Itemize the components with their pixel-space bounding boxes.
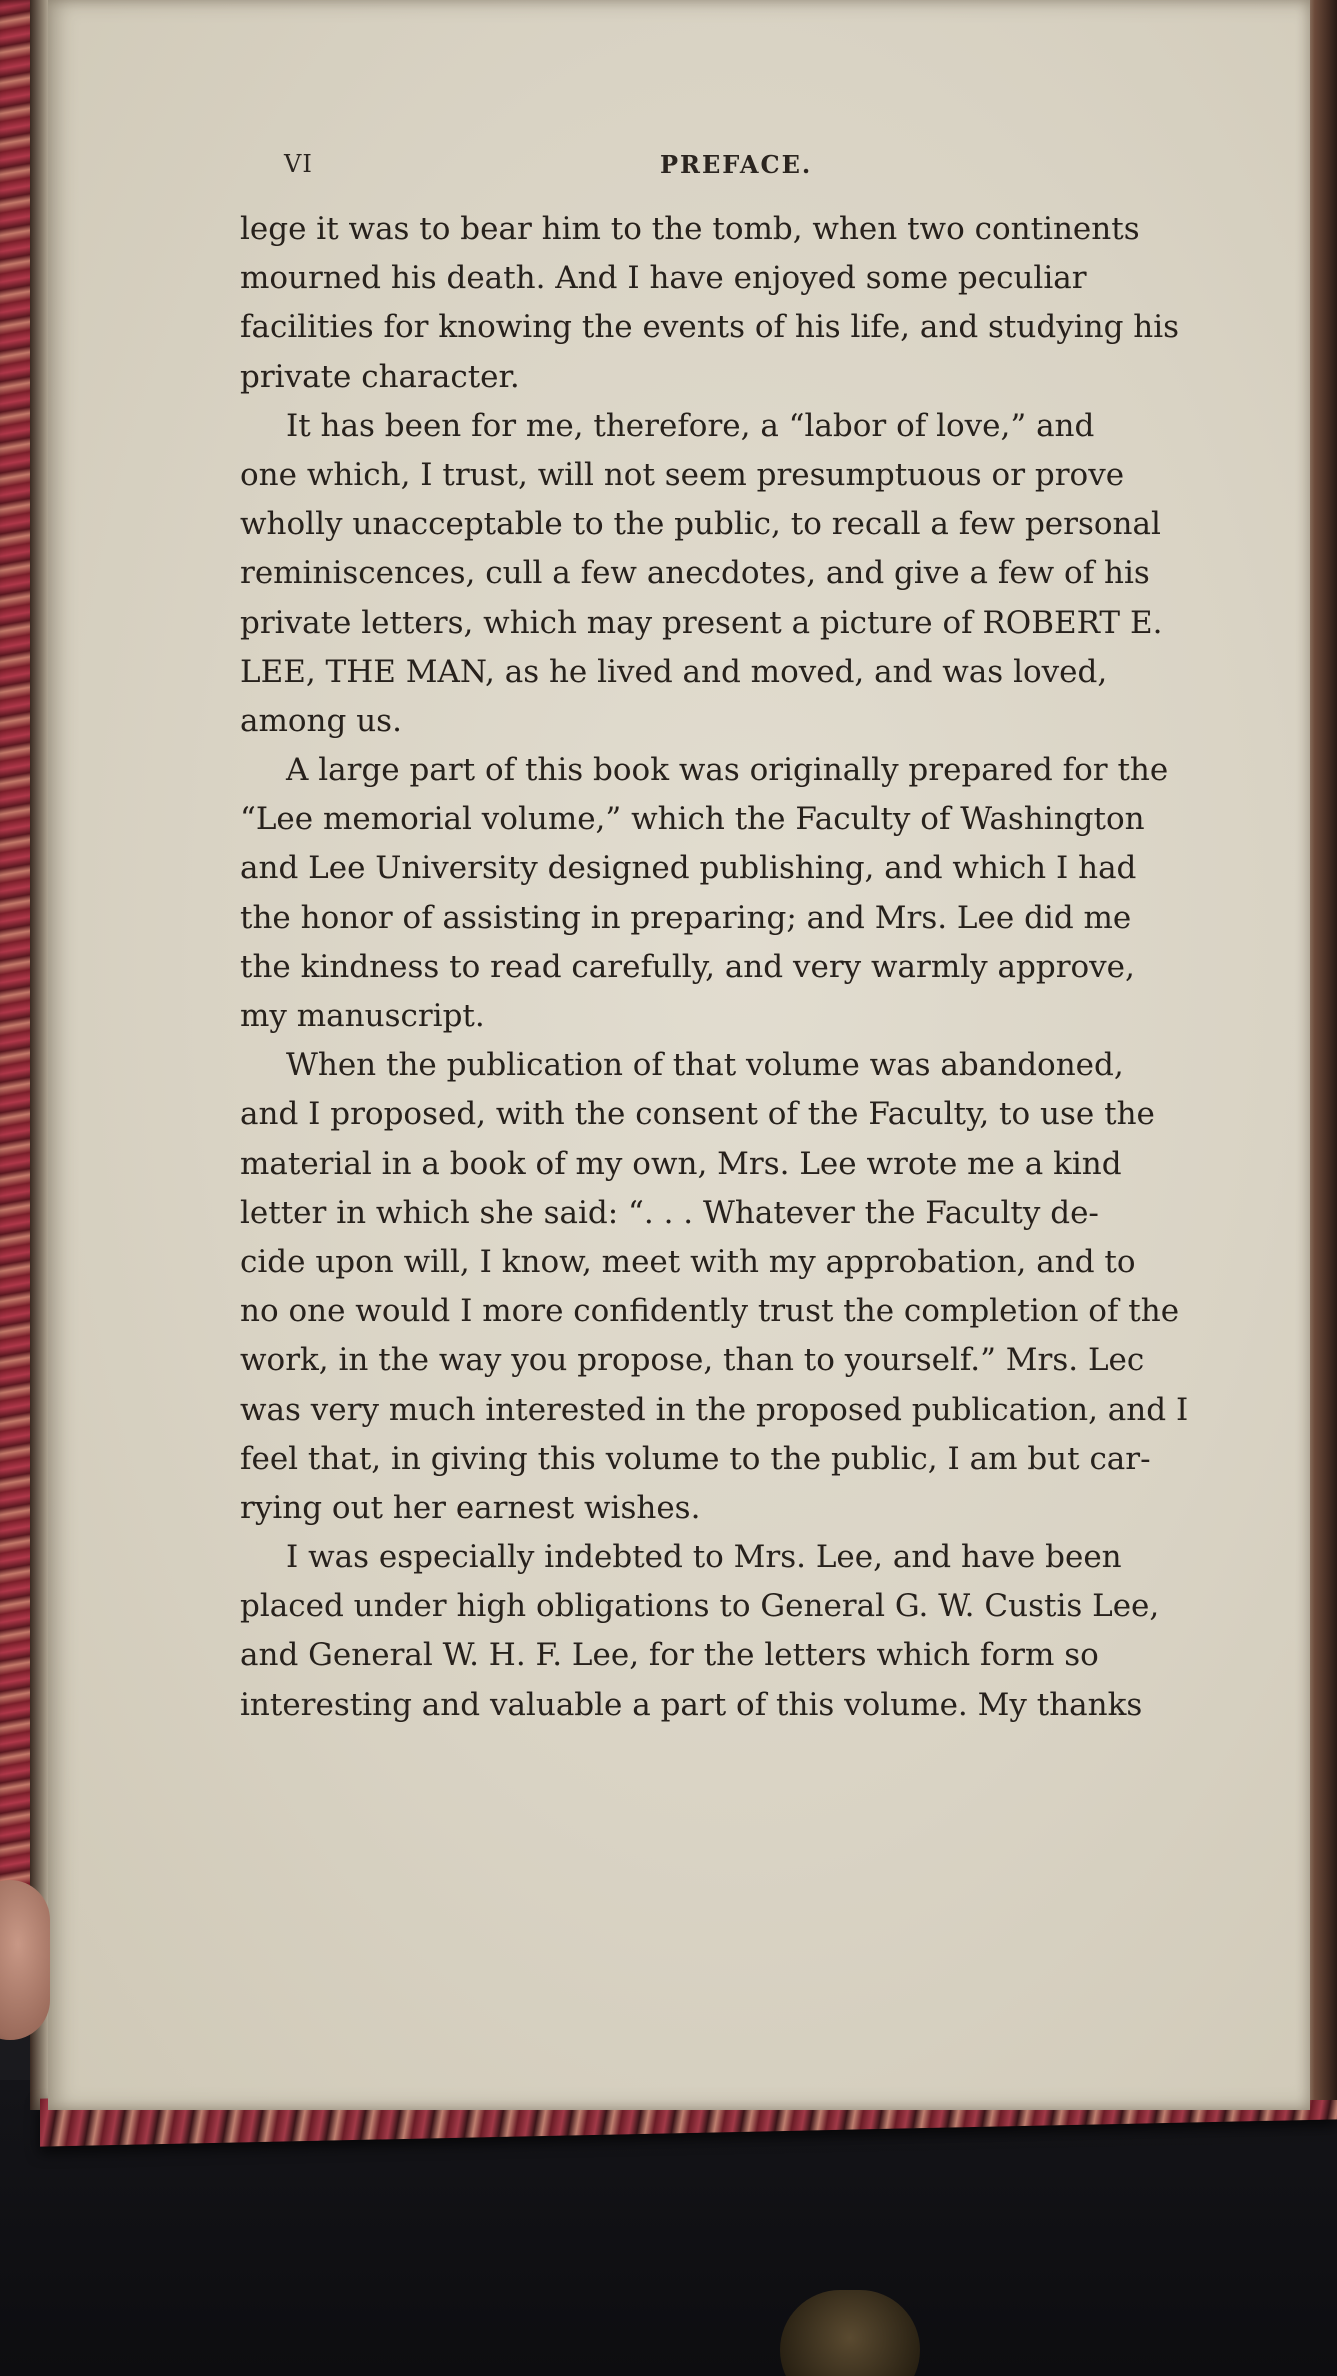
text-line: cide upon will, I know, meet with my approbation, and to (240, 1243, 1136, 1280)
text-line: feel that, in giving this volume to the public, I am but car- (240, 1440, 1151, 1477)
text-line: no one would I more confidently trust the completion of the (240, 1293, 1180, 1330)
text-line: reminiscences, cull a few anecdotes, and give a few of his (240, 555, 1150, 592)
text-line: When the publication of that volume was abandoned, (286, 1047, 1124, 1084)
body-text (240, 205, 1240, 1730)
text-line: private letters, which may present a picture of ROBERT E. (240, 604, 1163, 641)
text-line: I was especially indebted to Mrs. Lee, and have been (286, 1539, 1122, 1576)
text-line: facilities for knowing the events of his life, and studying his (240, 309, 1180, 346)
text-line: material in a book of my own, Mrs. Lee wrote me a kind (240, 1145, 1122, 1182)
text-line: mourned his death. And I have enjoyed some peculiar (240, 260, 1087, 297)
page-header (48, 150, 1310, 190)
text-line: interesting and valuable a part of this volume. My thanks (240, 1686, 1143, 1723)
text-line: placed under high obligations to General G. W. Custis Lee, (240, 1588, 1160, 1625)
text-line: letter in which she said: “. . . Whatever the Faculty de- (240, 1194, 1099, 1231)
text-line: “Lee memorial volume,” which the Faculty of Washington (240, 801, 1145, 838)
text-line: work, in the way you propose, than to yourself.” Mrs. Lec (240, 1342, 1145, 1379)
text-line: wholly unacceptable to the public, to recall a few personal (240, 506, 1161, 543)
text-line: private character. (240, 358, 520, 395)
book-page (48, 0, 1310, 2110)
text-line: and I proposed, with the consent of the Faculty, to use the (240, 1096, 1155, 1133)
text-line: A large part of this book was originally prepared for the (286, 752, 1169, 789)
text-line: the honor of assisting in preparing; and Mrs. Lee did me (240, 899, 1132, 936)
text-line: and Lee University designed publishing, and which I had (240, 850, 1137, 887)
page-number: VI (284, 150, 313, 178)
text-line: rying out her earnest wishes. (240, 1489, 701, 1526)
text-line: among us. (240, 702, 402, 739)
text-line: the kindness to read carefully, and very warmly approve, (240, 948, 1135, 985)
running-head: PREFACE. (660, 150, 813, 179)
text-line: one which, I trust, will not seem presumptuous or prove (240, 456, 1125, 493)
text-line: my manuscript. (240, 998, 485, 1034)
text-line: LEE, THE MAN, as he lived and moved, and was loved, (240, 653, 1108, 690)
text-line: lege it was to bear him to the tomb, when two continents (240, 211, 1140, 247)
text-line: was very much interested in the proposed publication, and I (240, 1391, 1189, 1428)
thumb (0, 1880, 50, 2040)
text-line: and General W. H. F. Lee, for the letters which form so (240, 1637, 1099, 1674)
text-line: It has been for me, therefore, a “labor of love,” and (286, 407, 1095, 444)
